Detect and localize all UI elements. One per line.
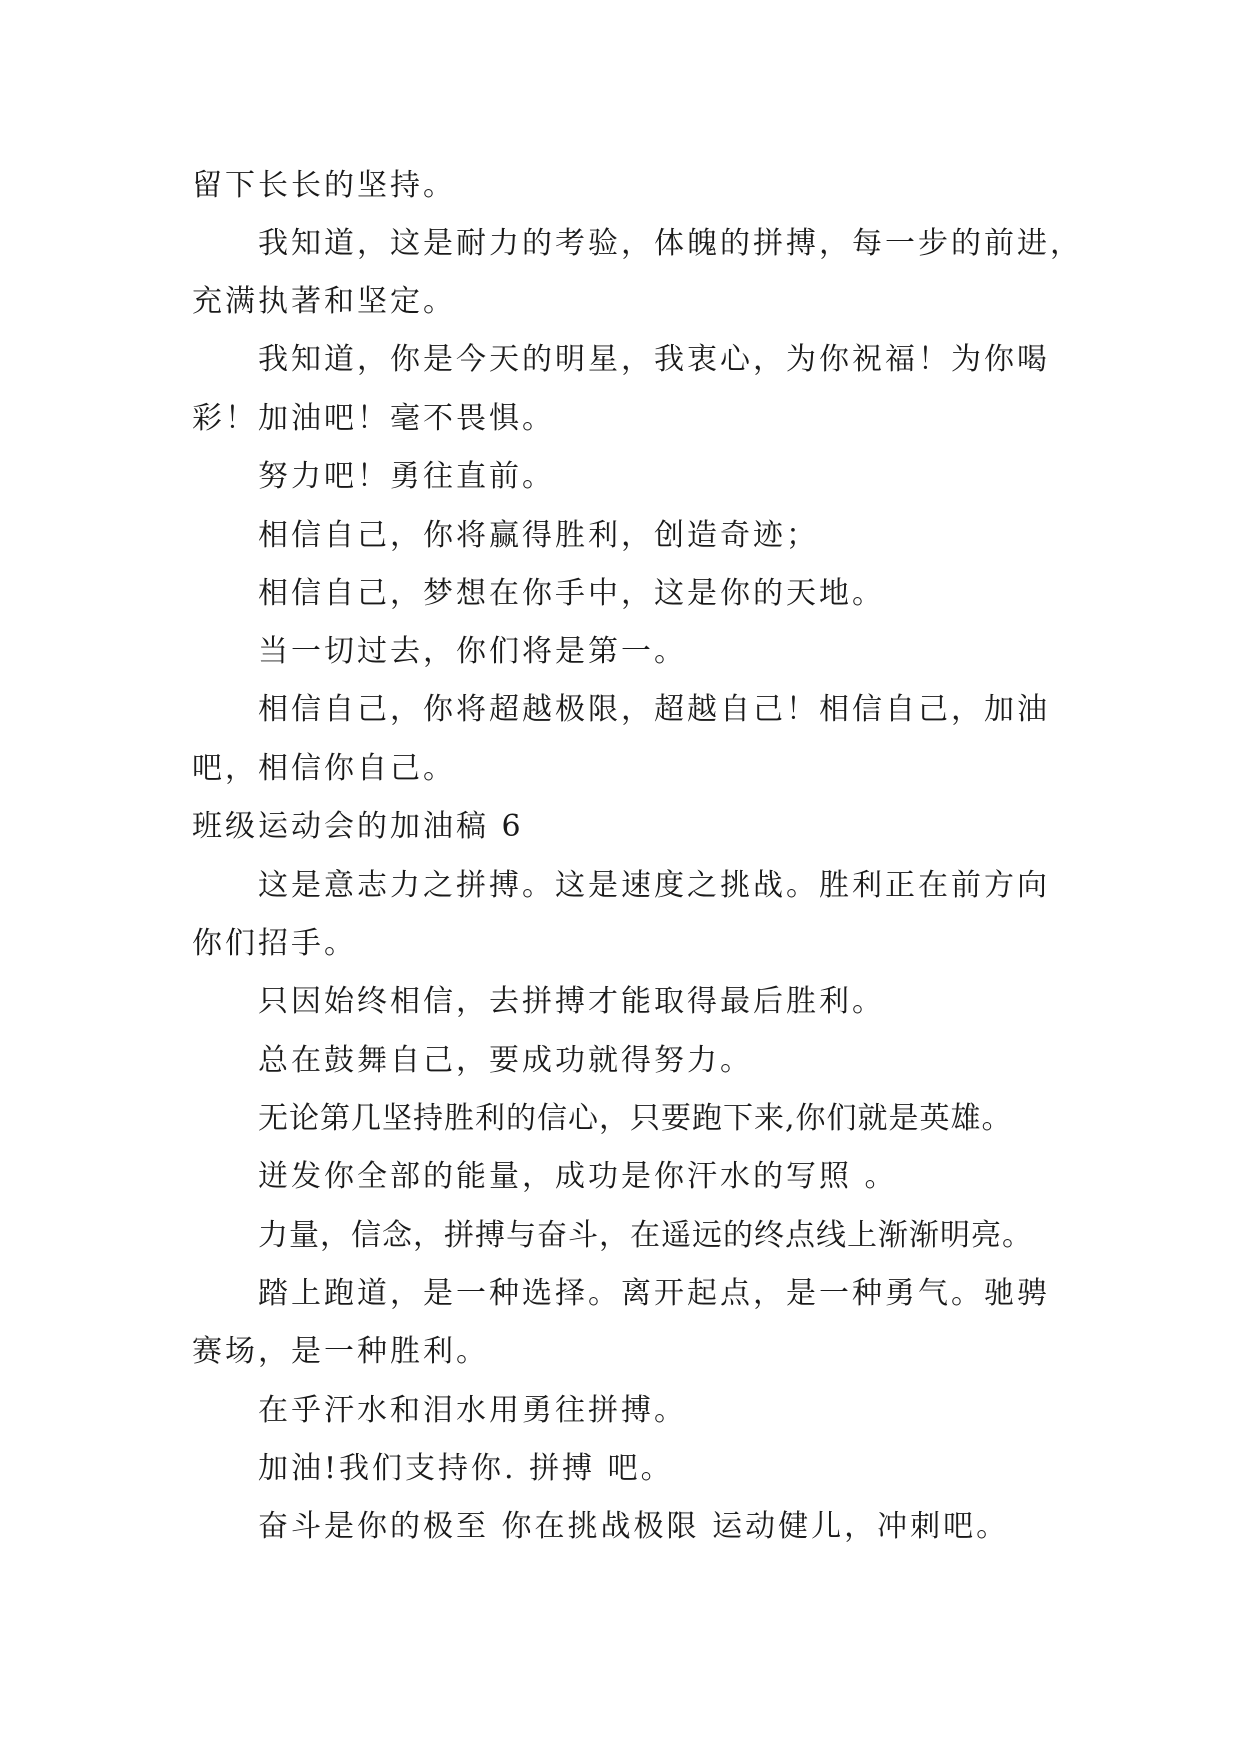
paragraph-line: 加油!我们支持你. 拼搏 吧。 (258, 1451, 674, 1486)
paragraph-line: 相信自己，你将超越极限，超越自己！相信自己，加油 (258, 692, 1050, 727)
text-line: 吧，相信你自己。 (192, 751, 456, 786)
paragraph-line: 相信自己，你将赢得胜利，创造奇迹； (258, 518, 819, 553)
paragraph-line: 当一切过去，你们将是第一。 (258, 634, 687, 669)
paragraph-line: 无论第几坚持胜利的信心，只要跑下来,你们就是英雄。 (258, 1101, 1013, 1136)
paragraph-line: 奋斗是你的极至 你在挑战极限 运动健儿，冲刺吧。 (258, 1509, 1010, 1544)
paragraph-line: 我知道，这是耐力的考验，体魄的拼搏，每一步的前进， (258, 226, 1083, 261)
paragraph-line: 踏上跑道，是一种选择。离开起点，是一种勇气。驰骋 (258, 1276, 1050, 1311)
paragraph-line: 这是意志力之拼搏。这是速度之挑战。胜利正在前方向 (258, 868, 1050, 903)
paragraph-line: 在乎汗水和泪水用勇往拼搏。 (258, 1393, 687, 1428)
paragraph-line: 总在鼓舞自己，要成功就得努力。 (258, 1043, 753, 1078)
paragraph-line: 力量，信念，拼搏与奋斗，在遥远的终点线上渐渐明亮。 (258, 1218, 1033, 1253)
paragraph-line: 相信自己，梦想在你手中，这是你的天地。 (258, 576, 885, 611)
text-line: 你们招手。 (192, 926, 357, 961)
paragraph-line: 只因始终相信，去拼搏才能取得最后胜利。 (258, 984, 885, 1019)
paragraph-line: 迸发你全部的能量，成功是你汗水的写照 。 (258, 1159, 898, 1194)
section-heading: 班级运动会的加油稿 6 (192, 809, 524, 844)
text-line: 彩！加油吧！毫不畏惧。 (192, 401, 555, 436)
text-line: 充满执著和坚定。 (192, 284, 456, 319)
paragraph-line: 我知道，你是今天的明星，我衷心，为你祝福！为你喝 (258, 342, 1050, 377)
text-line: 留下长长的坚持。 (192, 168, 456, 203)
text-line: 赛场，是一种胜利。 (192, 1334, 489, 1369)
paragraph-line: 努力吧！勇往直前。 (258, 459, 555, 494)
